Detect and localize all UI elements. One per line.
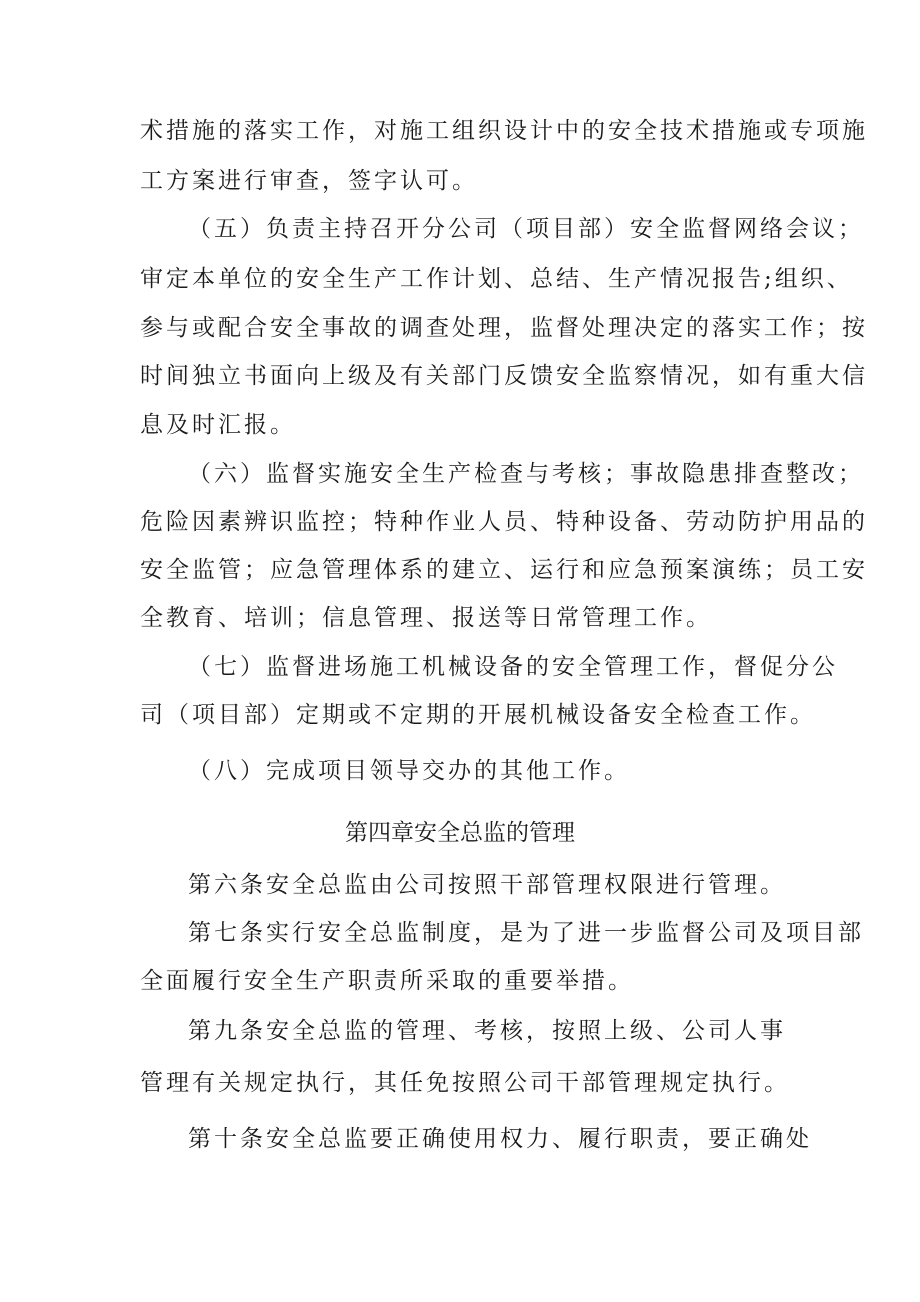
article-line: 第七条实行安全总监制度，是为了进一步监督公司及项目部: [188, 920, 864, 946]
paragraph-line: 全教育、培训；信息管理、报送等日常管理工作。: [140, 605, 712, 631]
article-line: 第六条安全总监由公司按照干部管理权限进行管理。: [188, 872, 786, 898]
article-line: 全面履行安全生产职责所采取的重要举措。: [140, 968, 634, 994]
paragraph-line: 工方案进行审查，签字认可。: [140, 168, 478, 194]
paragraph-line: 司（项目部）定期或不定期的开展机械设备安全检查工作。: [140, 702, 816, 728]
paragraph-line: 审定本单位的安全生产工作计划、总结、生产情况报告;组织、: [140, 266, 853, 292]
paragraph-line: （八）完成项目领导交办的其他工作。: [188, 758, 630, 784]
article-line: 第九条安全总监的管理、考核，按照上级、公司人事: [188, 1018, 786, 1044]
paragraph-line: （七）监督进场施工机械设备的安全管理工作，督促分公: [188, 654, 838, 680]
paragraph-line: 术措施的落实工作，对施工组织设计中的安全技术措施或专项施: [140, 118, 868, 144]
paragraph-line: 安全监管；应急管理体系的建立、运行和应急预案演练；员工安: [140, 557, 868, 583]
article-line: 管理有关规定执行，其任免按照公司干部管理规定执行。: [140, 1070, 790, 1096]
paragraph-line: 危险因素辨识监控；特种作业人员、特种设备、劳动防护用品的: [140, 509, 868, 535]
paragraph-line: 息及时汇报。: [140, 412, 296, 438]
paragraph-line: 参与或配合安全事故的调查处理，监督处理决定的落实工作；按: [140, 315, 868, 341]
chapter-heading: 第四章安全总监的管理: [345, 820, 575, 846]
paragraph-line: （五）负责主持召开分公司（项目部）安全监督网络会议；: [188, 216, 864, 242]
paragraph-line: （六）监督实施安全生产检查与考核；事故隐患排查整改；: [188, 461, 864, 487]
article-line: 第十条安全总监要正确使用权力、履行职责，要正确处: [188, 1126, 812, 1152]
paragraph-line: 时间独立书面向上级及有关部门反馈安全监察情况，如有重大信: [140, 363, 868, 389]
